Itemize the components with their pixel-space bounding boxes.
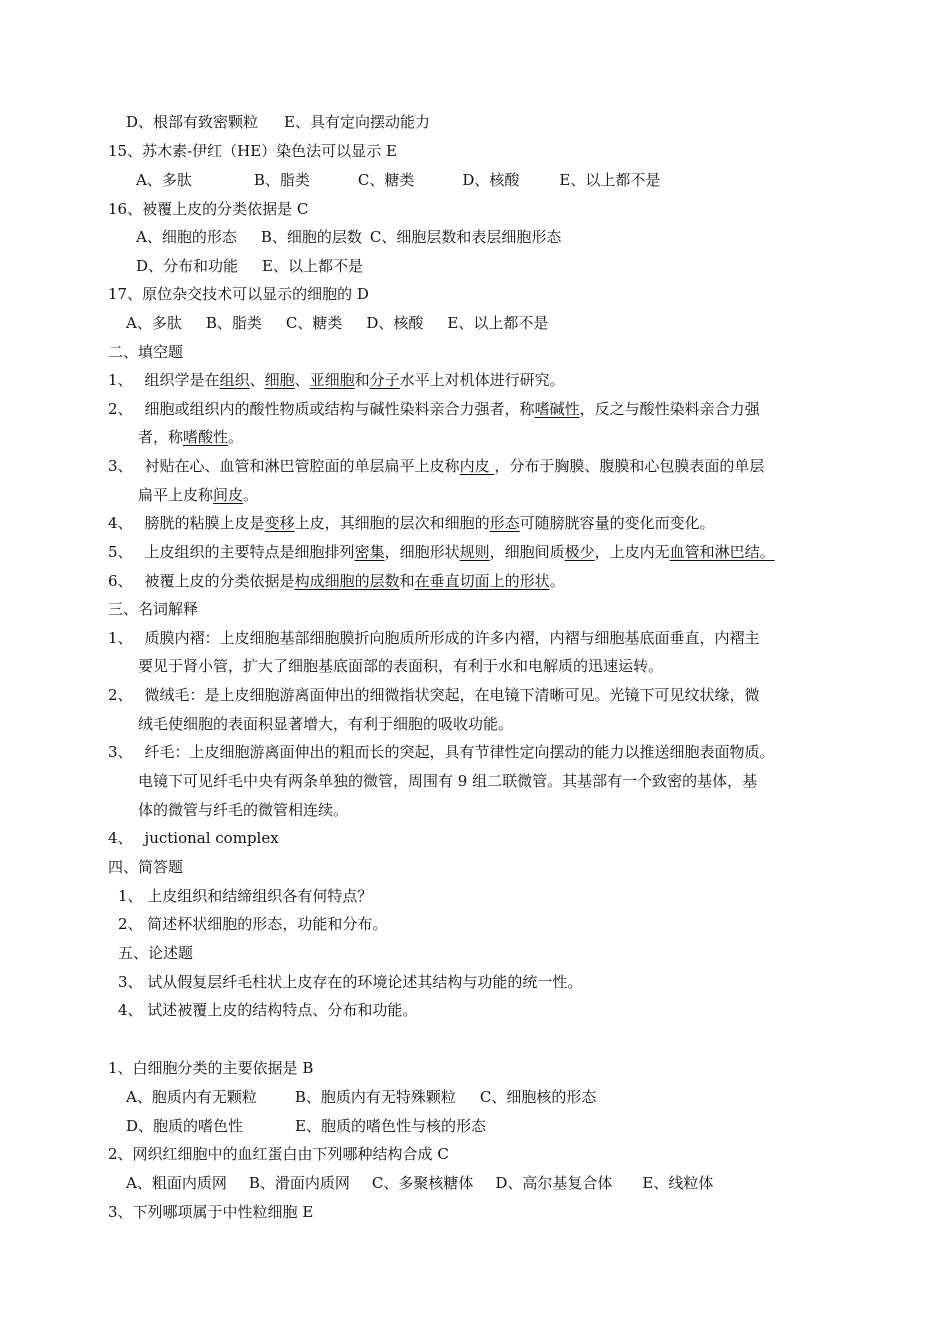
blood-question-3-stem: 3、下列哪项属于中性粒细胞 E <box>108 1203 314 1221</box>
item-number: 2、 <box>108 400 133 418</box>
answer-blank: 内皮 <box>459 457 495 475</box>
answer-blank: 形态 <box>489 514 520 532</box>
blood-question-1-options-row1 <box>126 1087 596 1107</box>
item-text: juctional complex <box>144 829 279 847</box>
fill-item-1 <box>108 370 565 390</box>
blood-question-2-options <box>126 1173 713 1193</box>
option-a: A、胞质内有无颗粒 <box>126 1088 257 1106</box>
fill-item-2 <box>108 399 760 419</box>
section-heading-essay: 五、论述题 <box>118 944 194 962</box>
option-b: B、细胞的层数 <box>260 228 362 246</box>
answer-blank: 规则 <box>459 543 490 561</box>
option-d: D、高尔基复合体 <box>495 1174 613 1192</box>
item-number: 1、 <box>108 629 133 647</box>
option-c: C、多聚核糖体 <box>371 1174 474 1192</box>
answer-blank: 在垂直切面上的形状 <box>414 572 550 590</box>
question-14-options <box>126 112 430 132</box>
option-e: E、以上都不是 <box>559 171 661 189</box>
section-heading-fill-in: 二、填空题 <box>108 343 184 361</box>
section-heading-short-answer: 四、简答题 <box>108 858 184 876</box>
item-text: 组织学是在 <box>144 371 220 389</box>
option-a: A、细胞的形态 <box>136 228 237 246</box>
item-text: 纤毛：上皮细胞游离面伸出的粗而长的突起，具有节律性定向摆动的能力以推送细胞表面物质。 <box>144 743 775 761</box>
item-text: ，分布于胸膜、腹膜和心包膜表面的单层 <box>494 457 765 475</box>
question-16-stem: 16、被覆上皮的分类依据是 C <box>108 200 309 218</box>
option-c: C、细胞层数和表层细胞形态 <box>369 228 562 246</box>
option-d: D、核酸 <box>366 314 424 332</box>
fill-item-3 <box>108 456 764 476</box>
question-16-options-row2 <box>136 256 363 276</box>
answer-blank: 细胞 <box>264 371 295 389</box>
item-text: ，上皮内无 <box>594 543 670 561</box>
short-answer-1: 1、 上皮组织和结缔组织各有何特点？ <box>118 887 373 905</box>
fill-item-3-cont <box>138 485 258 505</box>
item-text: 膀胱的粘膜上皮是 <box>144 514 265 532</box>
item-text: 可随膀胱容量的变化而变化。 <box>519 514 715 532</box>
answer-blank: 亚细胞 <box>309 371 355 389</box>
option-b: B、脂类 <box>253 171 310 189</box>
item-text: 扁平上皮称 <box>138 486 214 504</box>
item-number: 4、 <box>108 829 133 847</box>
answer-blank: 分子 <box>369 371 400 389</box>
blood-question-2-stem: 2、网织红细胞中的血红蛋白由下列哪种结构合成 C <box>108 1145 449 1163</box>
definition-2-cont: 绒毛使细胞的表面积显著增大，有利于细胞的吸收功能。 <box>138 715 514 733</box>
option-c: C、糖类 <box>285 314 343 332</box>
option-e: E、以上都不是 <box>447 314 549 332</box>
answer-blank: 间皮 <box>213 486 244 504</box>
item-number: 3、 <box>108 457 133 475</box>
definition-1 <box>108 628 760 648</box>
item-text: 上皮，其细胞的层次和细胞的 <box>294 514 490 532</box>
option-c: C、糖类 <box>357 171 415 189</box>
item-number: 3、 <box>108 743 133 761</box>
item-text: 质膜内褶：上皮细胞基部细胞膜折向胞质所形成的许多内褶，内褶与细胞基底面垂直，内褶主 <box>144 629 760 647</box>
answer-blank: 变移 <box>264 514 295 532</box>
option-e: E、具有定向摆动能力 <box>284 113 430 131</box>
item-text: 。 <box>228 428 244 446</box>
answer-blank: 构成细胞的层数 <box>294 572 400 590</box>
item-number: 4、 <box>108 514 133 532</box>
blood-question-1-stem: 1、白细胞分类的主要依据是 B <box>108 1059 314 1077</box>
option-b: B、胞质内有无特殊颗粒 <box>294 1088 456 1106</box>
definition-1-cont: 要见于肾小管，扩大了细胞基底面部的表面积，有利于水和电解质的迅速运转。 <box>138 657 664 675</box>
item-number: 1、 <box>108 371 133 389</box>
item-text: 。 <box>243 486 259 504</box>
blood-question-1-options-row2 <box>126 1116 486 1136</box>
option-d: D、胞质的嗜色性 <box>126 1117 244 1135</box>
fill-item-2-cont <box>138 427 243 447</box>
definition-3 <box>108 742 775 762</box>
answer-blank: 血管和淋巴结。 <box>669 543 775 561</box>
item-text: 、 <box>249 371 265 389</box>
option-b: B、脂类 <box>205 314 262 332</box>
fill-item-5 <box>108 542 775 562</box>
option-a: A、粗面内质网 <box>126 1174 227 1192</box>
option-d: D、分布和功能 <box>136 257 239 275</box>
definition-4 <box>108 828 279 848</box>
item-text: 上皮组织的主要特点是细胞排列 <box>144 543 355 561</box>
item-number: 6、 <box>108 572 133 590</box>
question-16-options-row1 <box>136 227 561 247</box>
item-number: 2、 <box>108 686 133 704</box>
answer-blank: 嗜碱性 <box>534 400 580 418</box>
fill-item-4 <box>108 513 715 533</box>
option-b: B、滑面内质网 <box>248 1174 350 1192</box>
question-17-options <box>126 313 548 333</box>
definition-3-cont: 电镜下可见纤毛中央有两条单独的微管，周围有 9 组二联微管。其基部有一个致密的基体，基 <box>138 772 758 790</box>
item-text: ，细胞间质 <box>489 543 565 561</box>
answer-blank: 组织 <box>219 371 250 389</box>
item-text: 微绒毛：是上皮细胞游离面伸出的细微指状突起，在电镜下清晰可见。光镜下可见纹状缘，微 <box>144 686 760 704</box>
question-15-options <box>136 170 660 190</box>
question-17-stem: 17、原位杂交技术可以显示的细胞的 D <box>108 285 369 303</box>
fill-item-6 <box>108 571 565 591</box>
answer-blank: 嗜酸性 <box>183 428 229 446</box>
essay-4: 4、 试述被覆上皮的结构特点、分布和功能。 <box>118 1001 418 1019</box>
definition-2 <box>108 685 760 705</box>
answer-blank: 极少 <box>564 543 595 561</box>
option-d: D、核酸 <box>462 171 520 189</box>
question-15-stem: 15、苏木素-伊红（HE）染色法可以显示 E <box>108 142 397 160</box>
option-a: A、多肽 <box>126 314 182 332</box>
item-text: 水平上对机体进行研究。 <box>399 371 565 389</box>
section-heading-definitions: 三、名词解释 <box>108 600 199 618</box>
option-a: A、多肽 <box>136 171 192 189</box>
essay-3: 3、 试从假复层纤毛柱状上皮存在的环境论述其结构与功能的统一性。 <box>118 973 583 991</box>
option-c: C、细胞核的形态 <box>479 1088 597 1106</box>
option-e: E、线粒体 <box>642 1174 714 1192</box>
item-text: 、 <box>294 371 310 389</box>
definition-3-cont2: 体的微管与纤毛的微管相连续。 <box>138 801 349 819</box>
item-text: 被覆上皮的分类依据是 <box>144 572 295 590</box>
item-number: 5、 <box>108 543 133 561</box>
item-text: 和 <box>399 572 415 590</box>
item-text: ，反之与酸性染料亲合力强 <box>579 400 760 418</box>
answer-blank: 密集 <box>354 543 385 561</box>
option-e: E、以上都不是 <box>262 257 363 275</box>
item-text: 和 <box>354 371 370 389</box>
short-answer-2: 2、 简述杯状细胞的形态，功能和分布。 <box>118 915 388 933</box>
item-text: 者，称 <box>138 428 184 446</box>
item-text: 。 <box>549 572 565 590</box>
item-text: ，细胞形状 <box>384 543 460 561</box>
item-text: 细胞或组织内的酸性物质或结构与碱性染料亲合力强者，称 <box>144 400 535 418</box>
item-text: 衬贴在心、血管和淋巴管腔面的单层扁平上皮称 <box>144 457 460 475</box>
option-d: D、根部有致密颗粒 <box>126 113 259 131</box>
option-e: E、胞质的嗜色性与核的形态 <box>295 1117 486 1135</box>
